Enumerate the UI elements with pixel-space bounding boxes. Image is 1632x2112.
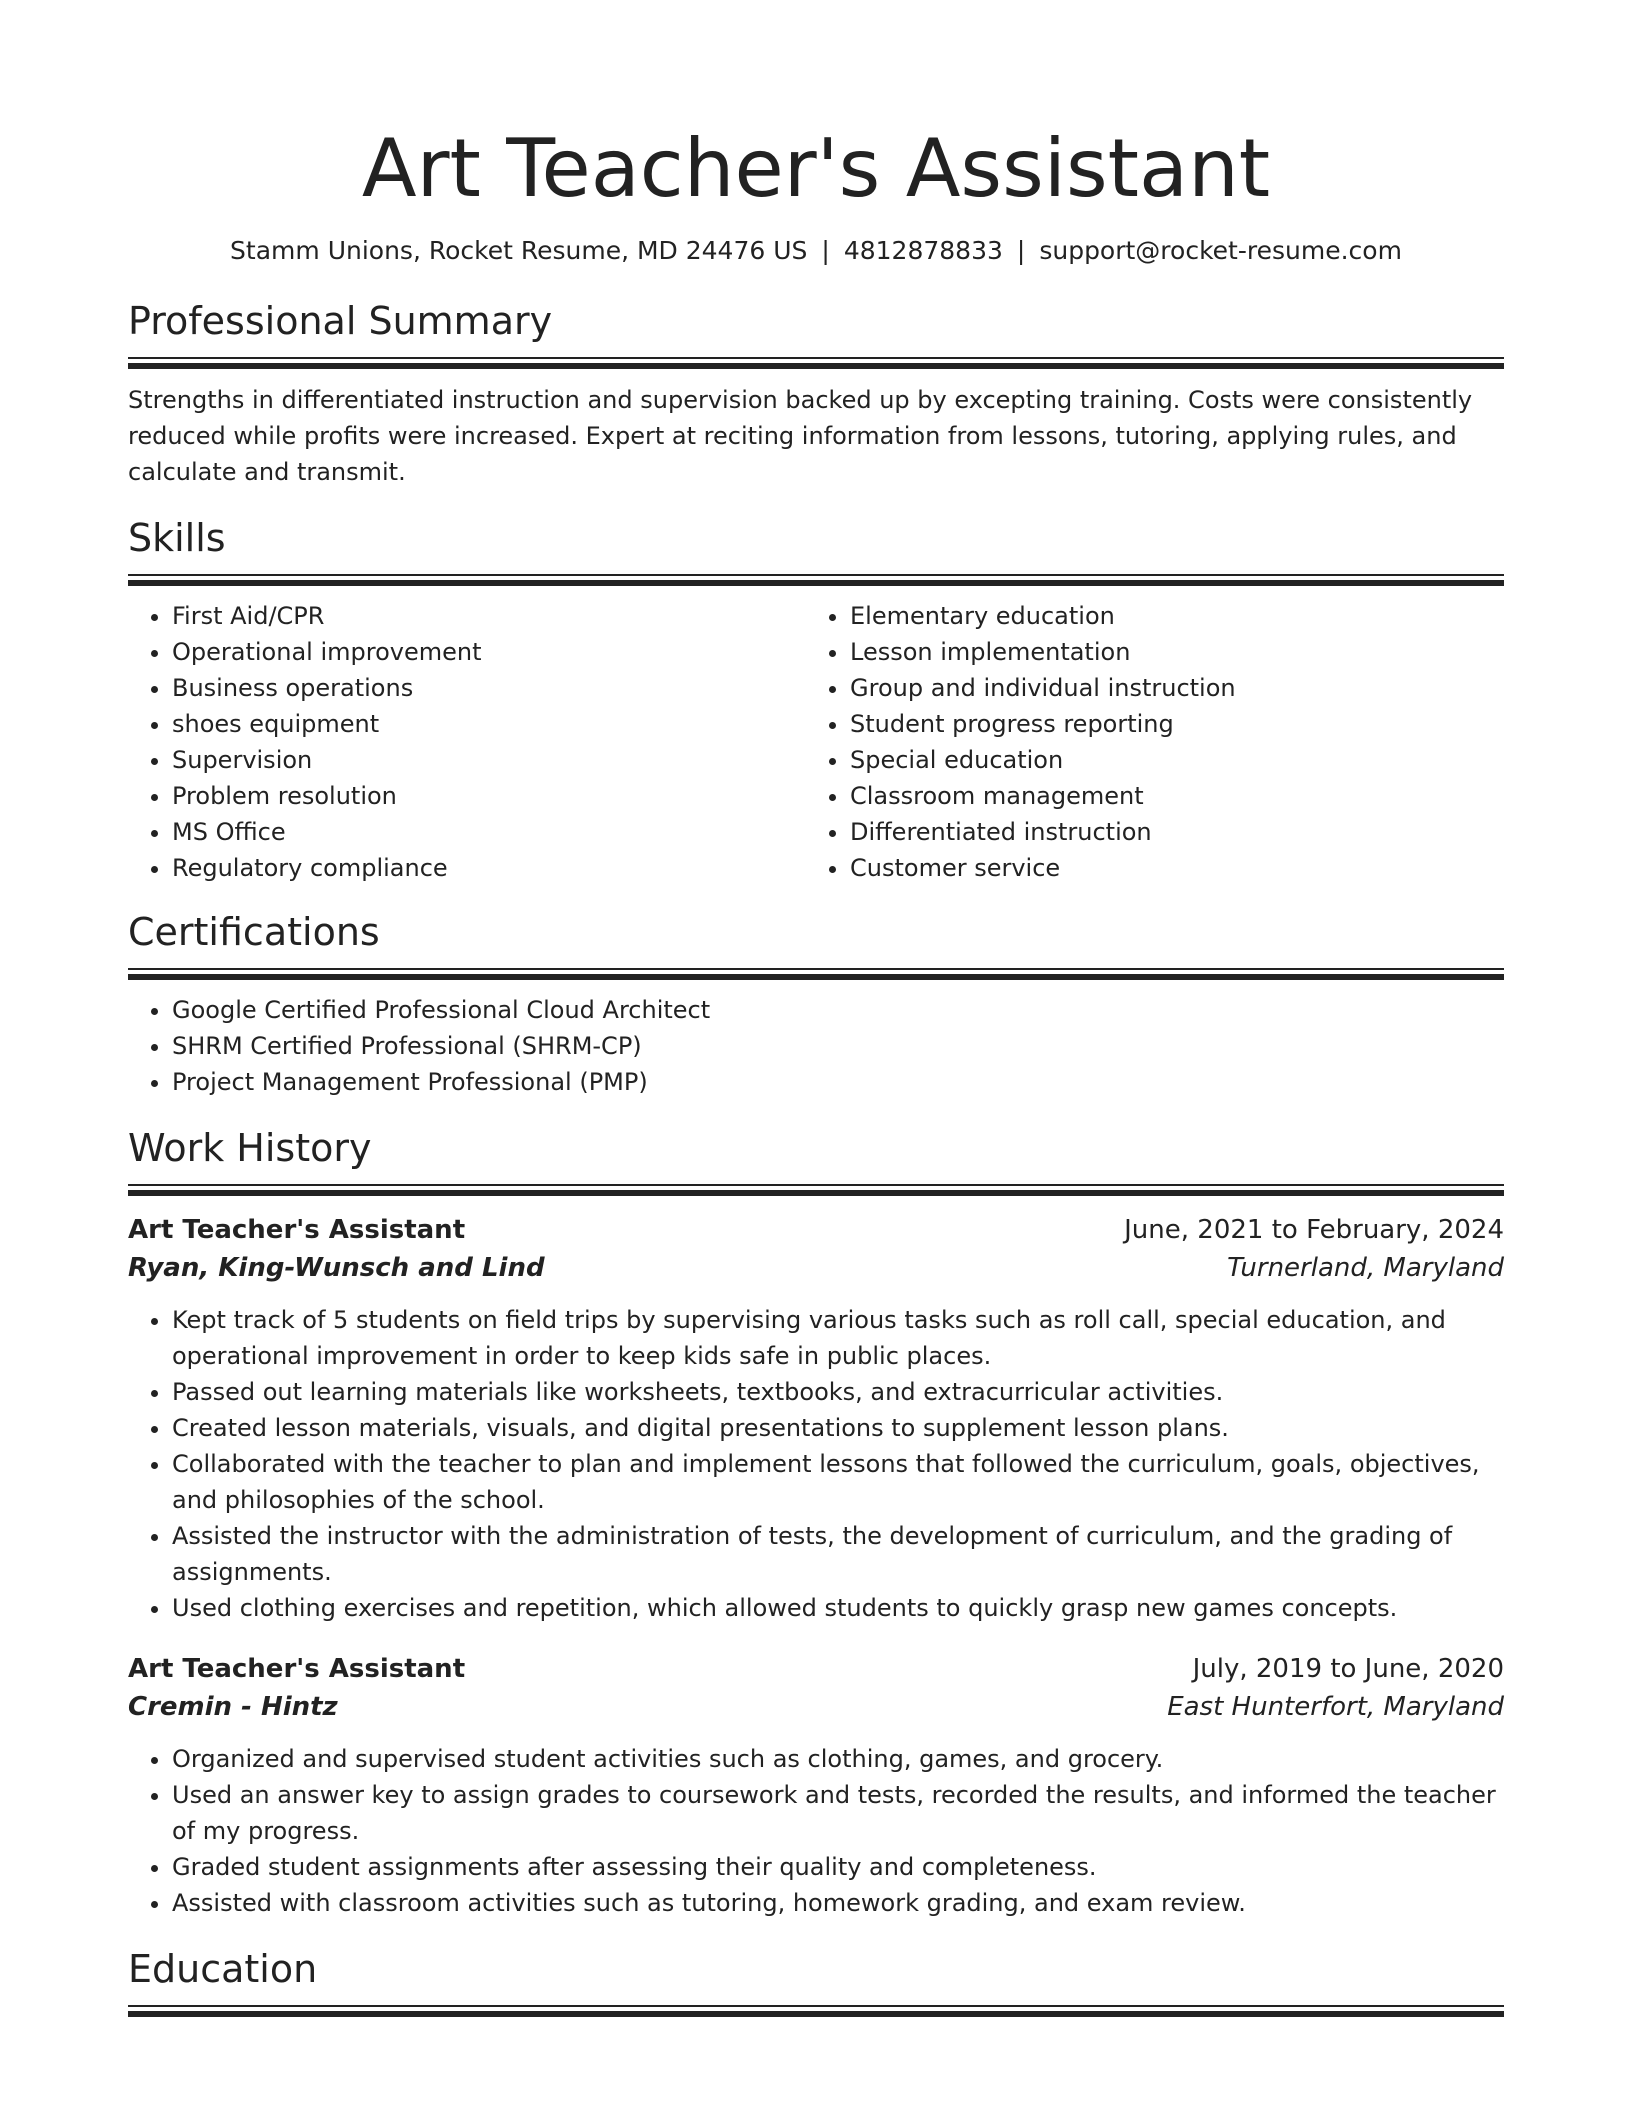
section-divider [128, 968, 1504, 980]
job-duties [128, 1302, 1504, 1626]
job-dates: June, 2021 to February, 2024 [1124, 1215, 1504, 1245]
section-divider [128, 1184, 1504, 1196]
skill-item: • Supervision [172, 742, 806, 778]
contact-line [128, 235, 1504, 267]
certifications-list [128, 992, 1504, 1100]
job-entry [128, 1650, 1504, 1921]
skill-item: • Classroom management [850, 778, 1484, 814]
skills-column-right [806, 598, 1484, 886]
job-company: Ryan, King-Wunsch and Lind [128, 1253, 545, 1283]
section-title-certifications: Certifications [128, 910, 380, 954]
skill-item: • First Aid/CPR [172, 598, 806, 634]
job-duties [128, 1741, 1504, 1921]
certification-item: • Google Certified Professional Cloud Architect [172, 992, 1504, 1028]
certification-item: • SHRM Certified Professional (SHRM-CP) [172, 1028, 1504, 1064]
skill-item: • Group and individual instruction [850, 670, 1484, 706]
job-duty-item: • Passed out learning materials like worksheets, textbooks, and extracurricular activities. [172, 1374, 1504, 1410]
contact-address: Stamm Unions, Rocket Resume, MD 24476 US [230, 236, 808, 265]
contact-separator: | [821, 236, 830, 265]
summary-section [128, 297, 1504, 490]
skill-item: • Business operations [172, 670, 806, 706]
job-location: Turnerland, Maryland [1227, 1253, 1504, 1283]
certification-item: • Project Management Professional (PMP) [172, 1064, 1504, 1100]
job-duty-item: • Collaborated with the teacher to plan and implement lessons that followed the curriculum, goals, objectives, and philosophies of the school. [172, 1446, 1504, 1518]
certifications-section [128, 908, 1504, 1100]
job-header-row [128, 1211, 1504, 1249]
contact-email: support@rocket-resume.com [1039, 236, 1402, 265]
contact-separator: | [1016, 236, 1026, 265]
section-title-summary: Professional Summary [128, 299, 553, 343]
section-divider [128, 574, 1504, 586]
skill-item: • Special education [850, 742, 1484, 778]
section-title-skills: Skills [128, 516, 226, 560]
contact-phone: 4812878833 [843, 236, 1003, 265]
job-duty-item: • Used clothing exercises and repetition, which allowed students to quickly grasp new games concepts. [172, 1590, 1504, 1626]
skill-item: • shoes equipment [172, 706, 806, 742]
job-entry [128, 1211, 1504, 1626]
job-duty-item: • Graded student assignments after assessing their quality and completeness. [172, 1849, 1504, 1885]
skill-item: • Customer service [850, 850, 1484, 886]
skill-item: • Differentiated instruction [850, 814, 1484, 850]
job-duty-item: • Assisted with classroom activities such as tutoring, homework grading, and exam review. [172, 1885, 1504, 1921]
section-title-education: Education [128, 1947, 318, 1991]
resume-page [128, 0, 1504, 2017]
candidate-name: Art Teacher's Assistant [361, 122, 1271, 215]
work-history-section [128, 1124, 1504, 1921]
job-header-row [128, 1650, 1504, 1688]
skill-item: • Regulatory compliance [172, 850, 806, 886]
job-duty-item: • Used an answer key to assign grades to coursework and tests, recorded the results, and informed the teacher of my progress. [172, 1777, 1504, 1849]
skills-column-left [128, 598, 806, 886]
summary-text: Strengths in differentiated instruction and supervision backed up by excepting training. Costs were consistently reduced while profits were increased. Expert at reciting information from lessons, tutoring, applying rules, and calculate and transmit. [128, 386, 1473, 486]
job-location: East Hunterfort, Maryland [1167, 1692, 1504, 1722]
job-duty-item: • Organized and supervised student activities such as clothing, games, and grocery. [172, 1741, 1504, 1777]
skill-item: • Elementary education [850, 598, 1484, 634]
skills-columns [128, 598, 1504, 886]
job-title: Art Teacher's Assistant [128, 1654, 466, 1684]
section-divider [128, 2005, 1504, 2017]
job-dates: July, 2019 to June, 2020 [1192, 1654, 1504, 1684]
skills-section [128, 514, 1504, 886]
job-duty-item: • Kept track of 5 students on field trips by supervising various tasks such as roll call, special education, and operational improvement in order to keep kids safe in public places. [172, 1302, 1504, 1374]
section-divider [128, 357, 1504, 369]
skill-item: • Student progress reporting [850, 706, 1484, 742]
education-section [128, 1945, 1504, 2017]
job-company: Cremin - Hintz [128, 1692, 338, 1722]
skill-item: • MS Office [172, 814, 806, 850]
job-duty-item: • Created lesson materials, visuals, and digital presentations to supplement lesson plans. [172, 1410, 1504, 1446]
section-title-work-history: Work History [128, 1126, 372, 1170]
skill-item: • Operational improvement [172, 634, 806, 670]
job-company-row [128, 1688, 1504, 1726]
skill-item: • Lesson implementation [850, 634, 1484, 670]
job-title: Art Teacher's Assistant [128, 1215, 466, 1245]
job-company-row [128, 1249, 1504, 1287]
job-duty-item: • Assisted the instructor with the administration of tests, the development of curriculum, and the grading of assignments. [172, 1518, 1504, 1590]
skill-item: • Problem resolution [172, 778, 806, 814]
